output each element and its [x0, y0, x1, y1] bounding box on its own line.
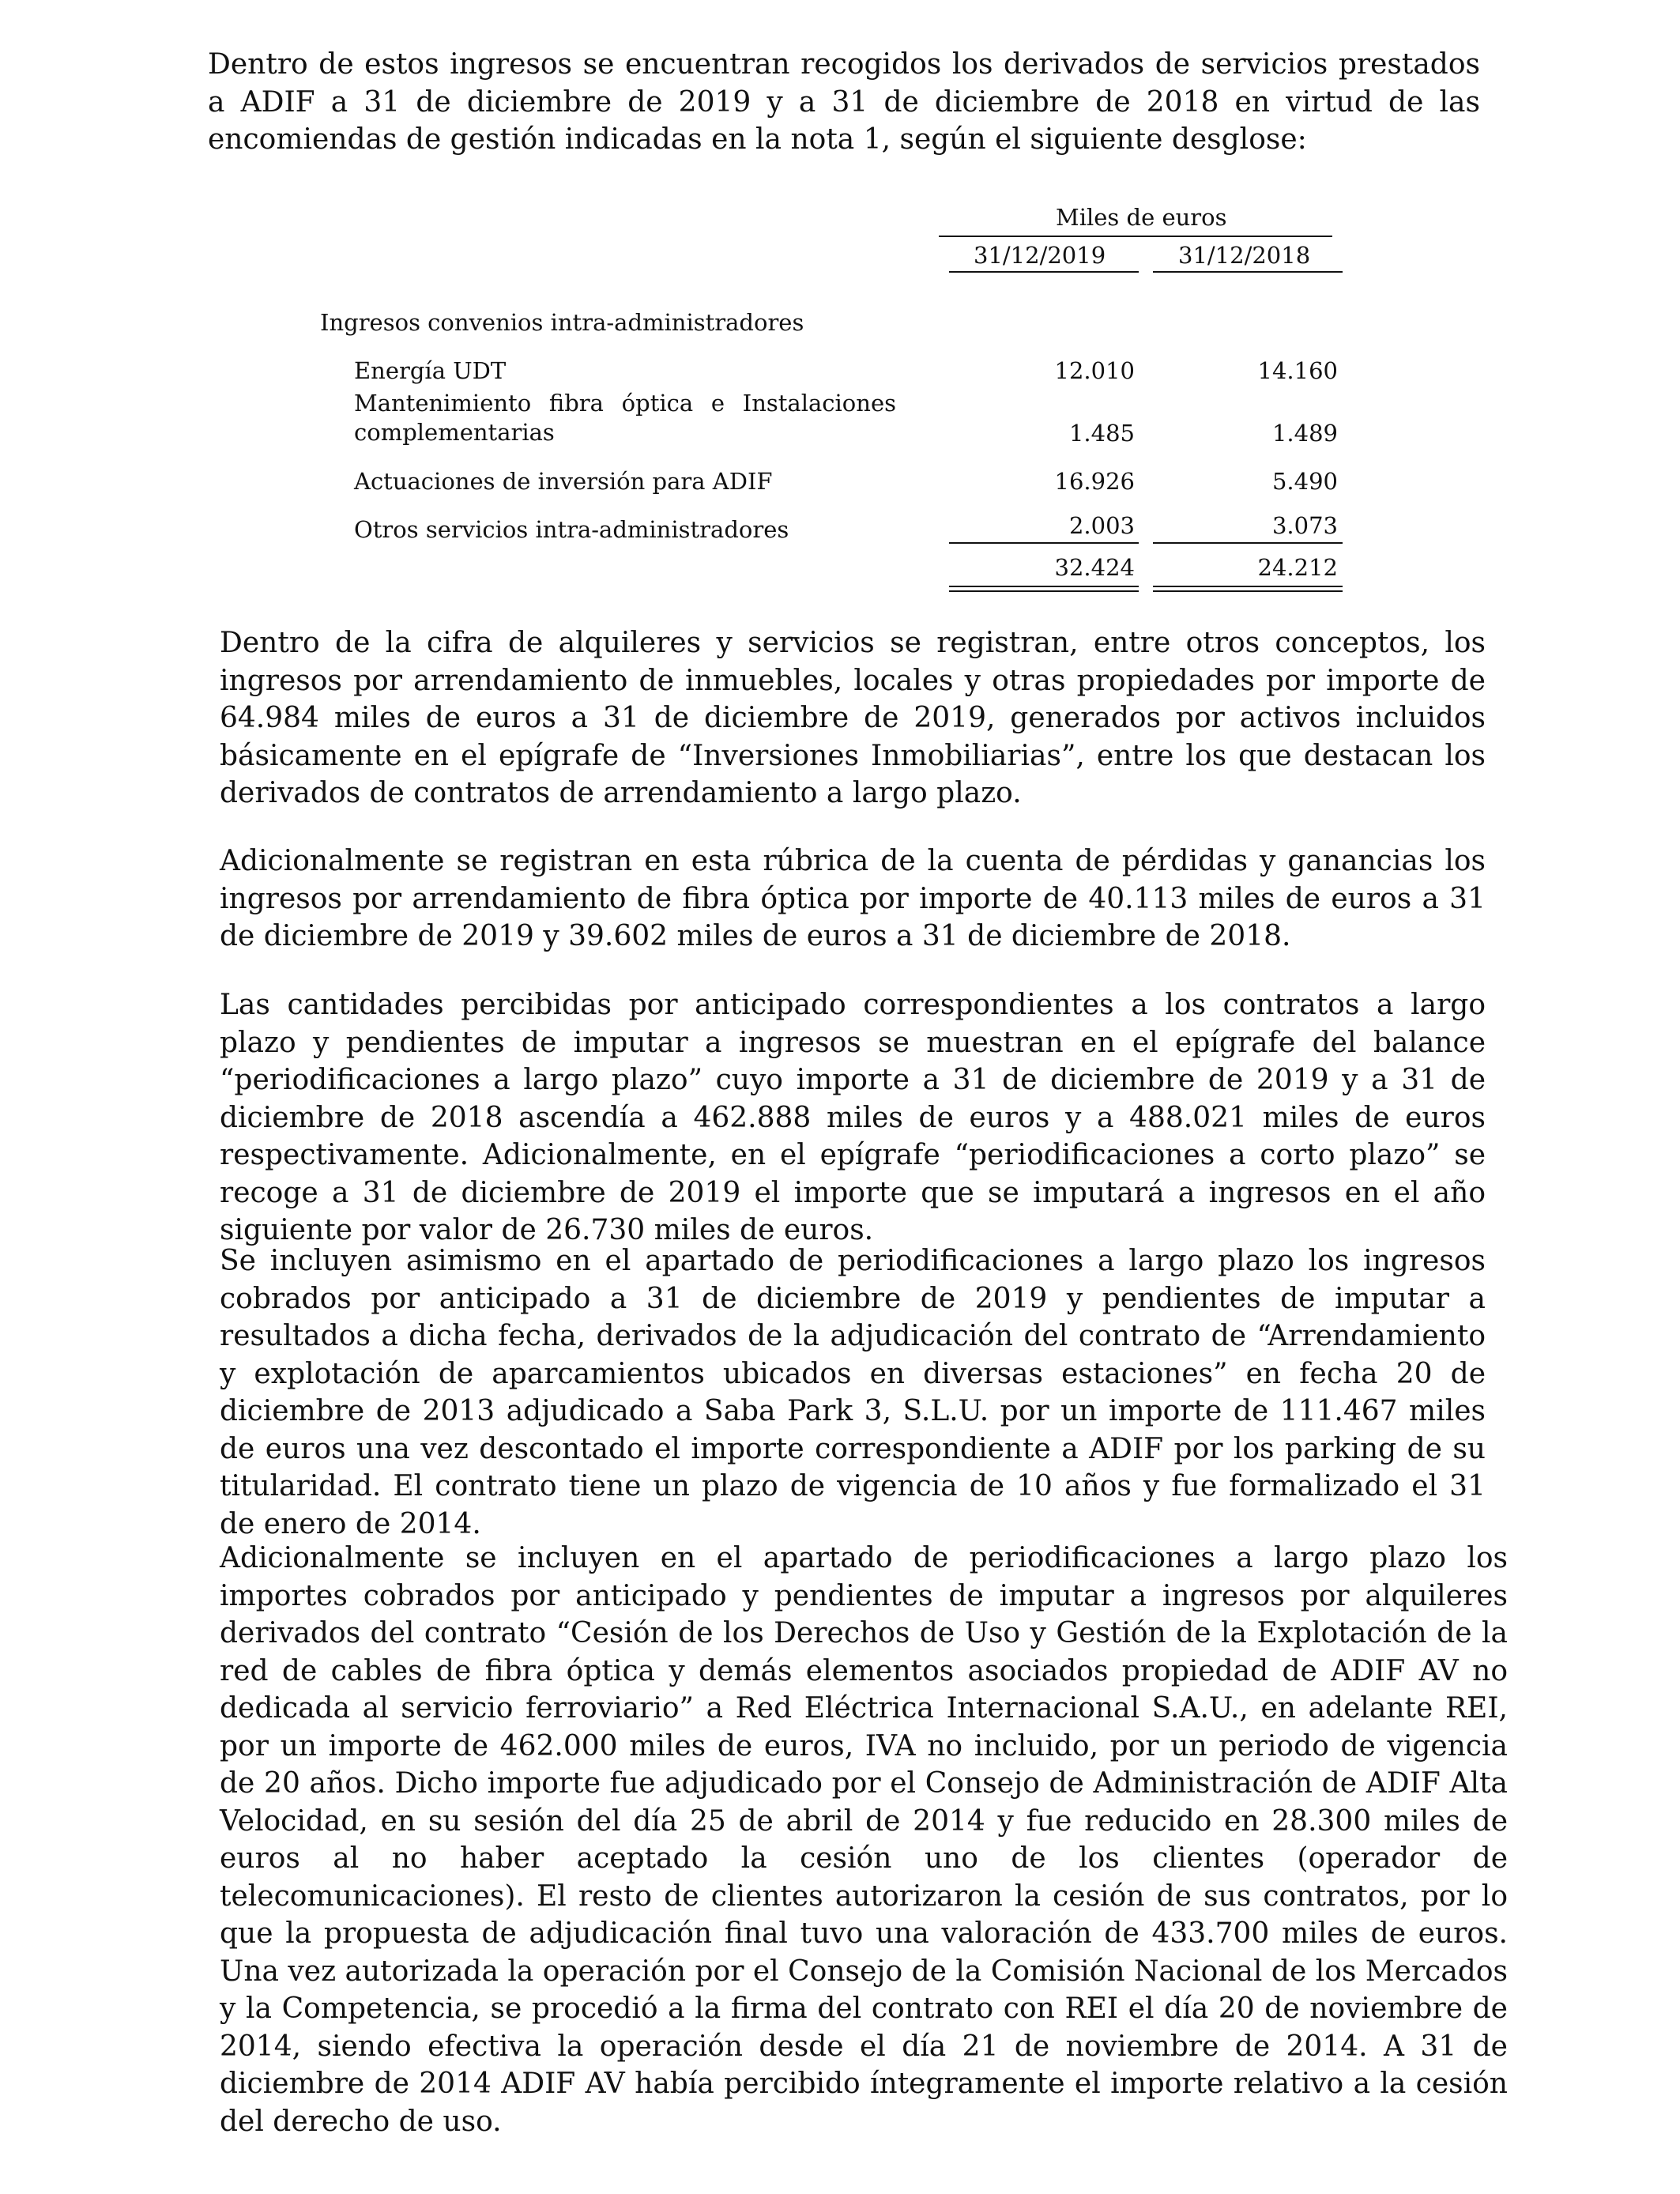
total-2018: 24.212 — [1257, 554, 1338, 581]
row-value-2019: 1.485 — [1068, 420, 1135, 447]
column-header-rule-2019 — [949, 271, 1139, 273]
subtotal-rule-2019 — [949, 542, 1139, 544]
total-double-rule-bottom-2019 — [949, 590, 1139, 592]
row-value-2018: 1.489 — [1271, 420, 1338, 447]
total-2019: 32.424 — [1054, 554, 1135, 581]
subtotal-rule-2018 — [1153, 542, 1343, 544]
total-double-rule-bottom-2018 — [1153, 590, 1343, 592]
row-label: Energía UDT — [354, 357, 507, 384]
paragraph-rei-contract: Adicionalmente se incluyen en el apartado de periodificaciones a largo plazo los importes cobrados por anticipado y pendientes de imputar a ingresos por alquileres derivados del contrato “Cesión de los Derechos de Uso y Gestión de la Explotación de la red de cables de fibra óptica y demás elementos asociados propiedad de ADIF AV no dedicada al servicio ferroviario” a Red Eléctrica Internacional S.A.U., en adelante REI, por un importe de 462.000 miles de euros, IVA no incluido, por un periodo de vigencia de 20 años. Dicho importe fue adjudicado por el Consejo de Administración de ADIF Alta Velocidad, en su sesión del día 25 de abril de 2014 y fue reducido en 28.300 miles de euros al no haber aceptado la cesión uno de los clientes (operador de telecomunicaciones). El resto de clientes autorizaron la cesión de sus contratos, por lo que la propuesta de adjudicación final tuvo una valoración de 433.700 miles de euros. Una vez autorizada la operación por el Consejo de la Comisión Nacional de los Mercados y la Competencia, se procedió a la firma del contrato con REI el día 20 de noviembre de 2014, siendo efectiva la operación desde el día 21 de noviembre de 2014. A 31 de diciembre de 2014 ADIF AV había percibido íntegramente el importe relativo a la cesión del derecho de uso. — [220, 1542, 1508, 2138]
row-value-2018: 3.073 — [1271, 512, 1338, 539]
total-double-rule-top-2018 — [1153, 586, 1343, 587]
paragraph-fiber-optic-rental: Adicionalmente se registran en esta rúbrica de la cuenta de pérdidas y ganancias los ingresos por arrendamiento de fibra óptica por importe de 40.113 miles de euros a 31 de diciembre de 2019 y 39.602 miles de euros a 31 de diciembre de 2018. — [220, 845, 1486, 952]
row-value-2018: 5.490 — [1271, 468, 1338, 495]
column-header-rule-2018 — [1153, 271, 1343, 273]
paragraph-rental-income: Dentro de la cifra de alquileres y servicios se registran, entre otros conceptos, los ingresos por arrendamiento de inmuebles, locales y otras propiedades por importe de 64.984 miles de euros a 31 de diciembre de 2019, generados por activos incluidos básicamente en el epígrafe de “Inversiones Inmobiliarias”, entre los que destacan los derivados de contratos de arrendamiento a largo plazo. — [220, 627, 1486, 809]
row-value-2019: 2.003 — [1068, 512, 1135, 539]
paragraph-prepaid-amounts: Las cantidades percibidas por anticipado correspondientes a los contratos a largo plazo y pendientes de imputar a ingresos se muestran en el epígrafe del balance “periodificaciones a largo plazo” cuyo importe a 31 de diciembre de 2019 y a 31 de diciembre de 2018 ascendía a 462.888 miles de euros y a 488.021 miles de euros respectivamente. Adicionalmente, en el epígrafe “periodificaciones a corto plazo” se recoge a 31 de diciembre de 2019 el importe que se imputará a ingresos en el año siguiente por valor de 26.730 miles de euros. — [220, 989, 1486, 1246]
total-double-rule-top-2019 — [949, 586, 1139, 587]
row-value-2018: 14.160 — [1257, 357, 1338, 384]
column-header-2018: 31/12/2018 — [1178, 242, 1311, 269]
column-header-2019: 31/12/2019 — [974, 242, 1106, 269]
row-label: Actuaciones de inversión para ADIF — [354, 468, 773, 495]
row-label: Otros servicios intra-administradores — [354, 516, 789, 543]
table-unit-header: Miles de euros — [1056, 204, 1227, 231]
paragraph-parking-contract: Se incluyen asimismo en el apartado de periodificaciones a largo plazo los ingresos cobrados por anticipado a 31 de diciembre de 2019 y pendientes de imputar a resultados a dicha fecha, derivados de la adjudicación del contrato de “Arrendamiento y explotación de aparcamientos ubicados en diversas estaciones” en fecha 20 de diciembre de 2013 adjudicado a Saba Park 3, S.L.U. por un importe de 111.467 miles de euros una vez descontado el importe correspondiente a ADIF por los parking de su titularidad. El contrato tiene un plazo de vigencia de 10 años y fue formalizado el 31 de enero de 2014. — [220, 1245, 1486, 1540]
row-value-2019: 16.926 — [1054, 468, 1135, 495]
row-value-2019: 12.010 — [1054, 357, 1135, 384]
unit-header-rule — [939, 236, 1332, 237]
income-breakdown-table — [0, 0, 1680, 616]
row-label: Mantenimiento fibra óptica e Instalaciones complementarias — [354, 390, 896, 446]
table-section-label: Ingresos convenios intra-administradores — [320, 309, 804, 336]
intro-paragraph: Dentro de estos ingresos se encuentran recogidos los derivados de servicios prestados a ADIF a 31 de diciembre de 2019 y a 31 de diciembre de 2018 en virtud de las encomiendas de gestión indicadas en la nota 1, según el siguiente desglose: — [208, 48, 1480, 156]
